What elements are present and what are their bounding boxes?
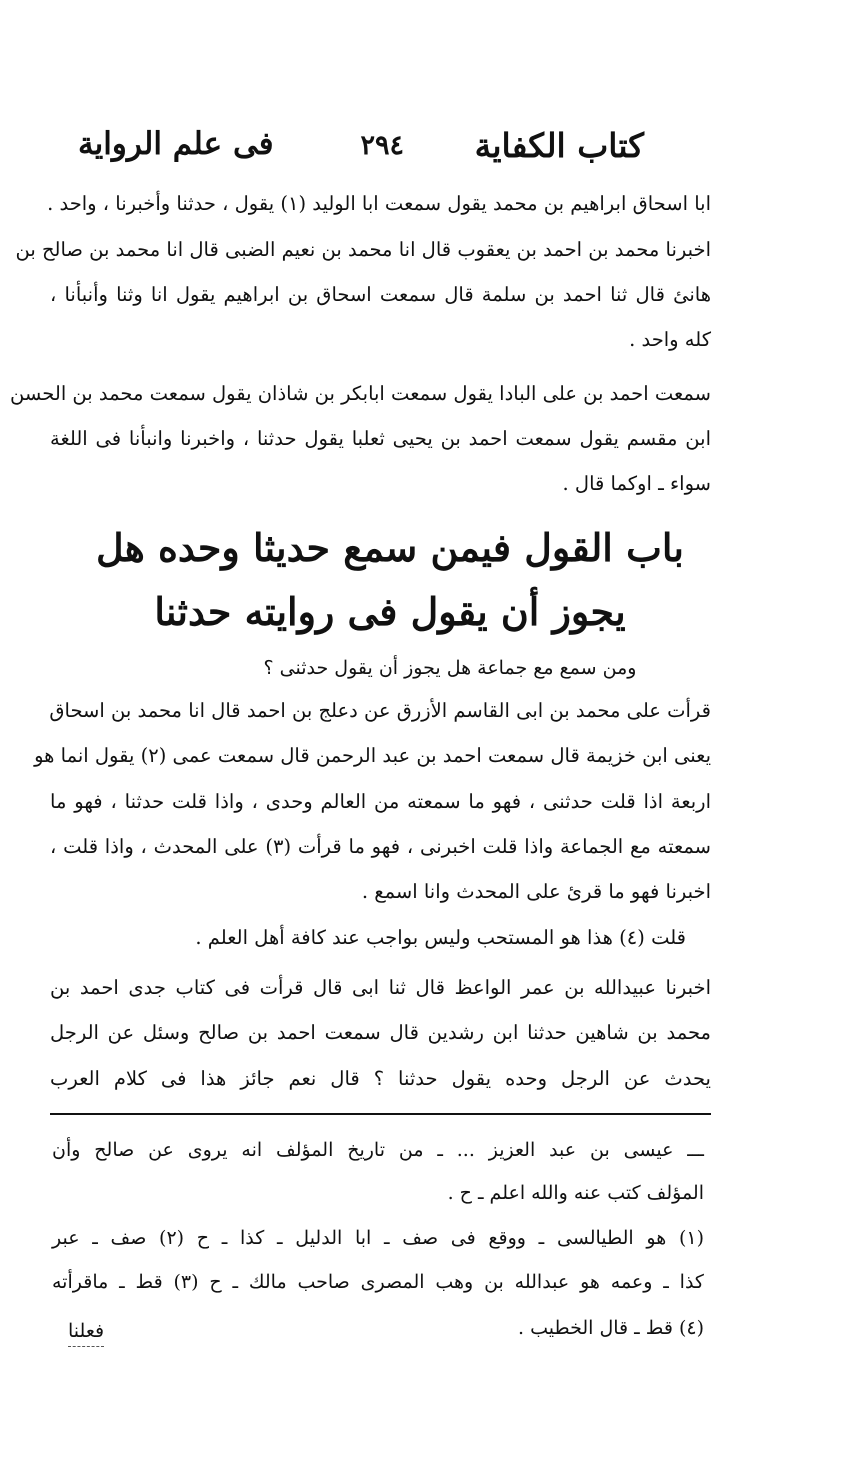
footnote-line: كذا ـ وعمه هو عبدالله بن وهب المصرى صاحب مالك ـ ح (٣) قط ـ ماقرأته	[52, 1271, 704, 1293]
footnote-line: (١) هو الطيالسى ـ ووقع فى صف ـ ابا الدليل ـ كذا ـ ح (٢) صف ـ عبر	[52, 1227, 704, 1249]
text-line: قلت (٤) هذا هو المستحب وليس بواجب عند كافة أهل العلم .	[195, 926, 686, 949]
text-line: سمعته مع الجماعة واذا قلت اخبرنى ، فهو ما قرأت (٣) على المحدث ، واذا قلت ،	[50, 835, 711, 858]
chapter-heading: باب القول فيمن سمع حديثا وحده هل	[95, 525, 685, 570]
text-line: اخبرنا عبيدالله بن عمر الواعظ قال ثنا ابى قال قرأت فى كتاب جدى احمد بن	[50, 976, 711, 999]
footnote-rule	[50, 1113, 711, 1115]
catchword: فعلنا	[68, 1318, 104, 1347]
footnote-line: (٤) قط ـ قال الخطيب .	[518, 1317, 704, 1339]
footnote-line: المؤلف كتب عنه والله اعلم ـ ح .	[447, 1182, 704, 1204]
text-line: ابا اسحاق ابراهيم بن محمد يقول سمعت ابا الوليد (١) يقول ، حدثنا وأخبرنا ، واحد .	[47, 192, 711, 215]
text-line: ابن مقسم يقول سمعت احمد بن يحيى ثعلبا يقول حدثنا ، واخبرنا وانبأنا فى اللغة	[50, 427, 711, 450]
page-number: ٢٩٤	[360, 130, 404, 161]
text-line: محمد بن شاهين حدثنا ابن رشدين قال سمعت احمد بن صالح وسئل عن الرجل	[50, 1021, 711, 1044]
section-topic: فى علم الرواية	[78, 126, 274, 162]
text-line: كله واحد .	[629, 328, 711, 351]
text-line: هانئ قال ثنا احمد بن سلمة قال سمعت اسحاق بن ابراهيم يقول انا وثنا وأنبأنا ،	[50, 283, 711, 306]
text-line: اخبرنا فهو ما قرئ على المحدث وانا اسمع .	[361, 880, 711, 903]
text-line: يحدث عن الرجل وحده يقول حدثنا ؟ قال نعم جائز هذا فى كلام العرب	[50, 1067, 711, 1090]
text-line: اخبرنا محمد بن احمد بن يعقوب قال انا محمد بن نعيم الضبى قال انا محمد بن صالح بن	[15, 238, 711, 261]
footnote-line: ـــ عيسى بن عبد العزيز ... ـ من تاريخ المؤلف انه يروى عن صالح وأن	[52, 1139, 704, 1161]
text-line: يعنى ابن خزيمة قال سمعت احمد بن عبد الرحمن قال سمعت عمى (٢) يقول انما هو	[34, 744, 711, 767]
running-header	[78, 126, 644, 176]
chapter-subheading: ومن سمع مع جماعة هل يجوز أن يقول حدثنى ؟	[263, 657, 637, 679]
text-line: اربعة اذا قلت حدثنى ، فهو ما سمعته من العالم وحدى ، واذا قلت حدثنا ، فهو ما	[50, 790, 711, 813]
text-line: قرأت على محمد بن ابى القاسم الأزرق عن دعلج بن احمد قال انا محمد بن اسحاق	[49, 699, 711, 722]
text-line: سواء ـ اوكما قال .	[562, 472, 711, 495]
text-line: سمعت احمد بن على البادا يقول سمعت ابابكر بن شاذان يقول سمعت محمد بن الحسن	[10, 382, 711, 405]
book-title: كتاب الكفاية	[474, 126, 644, 165]
chapter-heading: يجوز أن يقول فى روايته حدثنا	[154, 589, 626, 634]
